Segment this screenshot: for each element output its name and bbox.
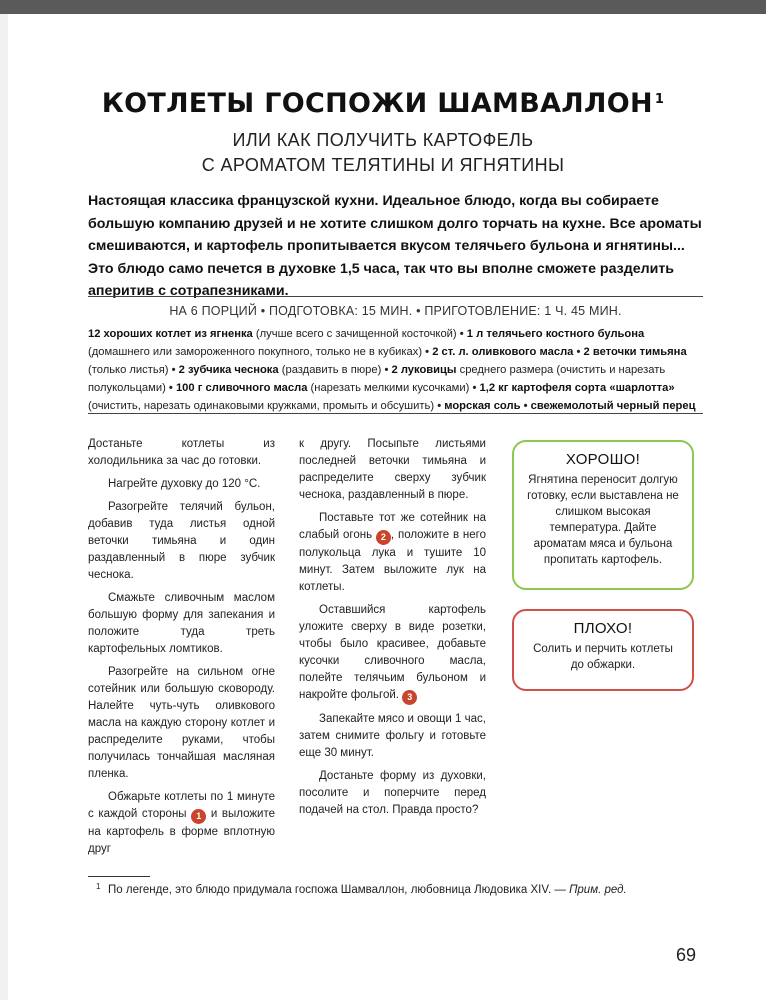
page-top-strip bbox=[0, 0, 766, 14]
ingredient-name: 12 хороших котлет из ягненка bbox=[88, 328, 253, 340]
recipe-title: КОТЛЕТЫ ГОСПОЖИ ШАМВАЛЛОН $^1$ bbox=[101, 88, 665, 119]
instruction-paragraph: Достаньте форму из духовки, посолите и поперчите перед подачей на стол. Правда просто? bbox=[299, 770, 486, 816]
ingredient-name: 1,2 кг картофеля сорта «шарлотта» bbox=[479, 382, 675, 394]
ingredient-name: 2 ст. л. оливкового масла bbox=[432, 346, 574, 358]
instructions-column-2 bbox=[299, 436, 486, 825]
instruction-paragraph: Обжарьте котлеты по 1 минуте с каждой стороны 1 и выложите на картофель в форме вплотную друг bbox=[88, 791, 275, 855]
recipe-meta: НА 6 ПОРЦИЙ • ПОДГОТОВКА: 15 МИН. • ПРИГОТОВЛЕНИЕ: 1 Ч. 45 МИН. bbox=[169, 304, 622, 318]
bad-tip-heading: ПЛОХО! bbox=[573, 620, 633, 637]
lead-paragraph: Настоящая классика французской кухни. Идеальное блюдо, когда вы собираете большую компанию друзей и не хотите слишком долго торчать на кухне. Все ароматы смешиваются, и картофель пропитывается вкусом телячьего бульона и ягнятины... Это блюдо само печется в духовке 1,5 часа, так что вы вполне сможете разделить аперитив с сотрапезниками. bbox=[88, 193, 702, 299]
ingredient-name: 1 л телячьего костного бульона bbox=[466, 328, 645, 340]
instruction-paragraph: Запекайте мясо и овощи 1 час, затем снимите фольгу и готовьте еще 30 минут. bbox=[299, 713, 486, 759]
instruction-paragraph: Достаньте котлеты из холодильника за час до готовки. bbox=[88, 438, 275, 467]
ingredient-name: 100 г сливочного масла bbox=[175, 382, 308, 394]
ingredient-name: морская соль bbox=[444, 400, 521, 412]
footnote-mark: 1 bbox=[96, 882, 101, 891]
footnote-editor-note: Прим. ред. bbox=[569, 884, 627, 896]
instruction-paragraph: Смажьте сливочным маслом большую форму для запекания и положите туда треть картофельных ломтиков. bbox=[88, 592, 275, 655]
step-marker-1: 1 bbox=[191, 809, 206, 824]
step-marker-3: 3 bbox=[402, 690, 417, 705]
subtitle-line-2: С АРОМАТОМ ТЕЛЯТИНЫ И ЯГНЯТИНЫ bbox=[201, 155, 565, 175]
instruction-paragraph: Нагрейте духовку до 120 °С. bbox=[108, 478, 261, 490]
title-footnote-mark: 1 bbox=[654, 92, 665, 107]
ingredient-name: 2 луковицы bbox=[391, 364, 457, 376]
instruction-paragraph: Разогрейте телячий бульон, добавив туда листья одной веточки тимьяна и один раздавленный в пюре зубчик чеснока. bbox=[88, 501, 275, 581]
footnote bbox=[96, 882, 708, 896]
ingredient-note: (нарезать мелкими кусочками) bbox=[310, 382, 470, 394]
ingredient-note: (раздавить в пюре) bbox=[281, 364, 382, 376]
ingredient-name: 2 зубчика чеснока bbox=[178, 364, 279, 376]
good-tip-heading: ХОРОШО! bbox=[565, 451, 641, 468]
ingredient-name: 2 веточки тимьяна bbox=[583, 346, 687, 358]
instruction-paragraph: к другу. Посыпьте листьями последней веточки тимьяна и распределите сверху зубчик чеснока, раздавленный в пюре. bbox=[299, 438, 486, 501]
subtitle-line-1: ИЛИ КАК ПОЛУЧИТЬ КАРТОФЕЛЬ bbox=[232, 130, 534, 150]
footnote-divider bbox=[88, 876, 150, 877]
bad-tip-text: Солить и перчить котлеты до обжарки. bbox=[533, 643, 673, 671]
good-tip-text: Ягнятина переносит долгую готовку, если выставлена не слишком высокая температура. Дайте ароматам мяса и бульона пропитать картофель. bbox=[527, 474, 679, 566]
ingredient-note: (очистить, нарезать одинаковыми кружками, промыть и обсушить) bbox=[88, 400, 435, 412]
ingredient-note: (лучше всего с зачищенной косточкой) bbox=[255, 328, 457, 340]
divider-top bbox=[88, 296, 703, 297]
ingredient-note: (домашнего или замороженного покупного, только не в кубиках) bbox=[88, 346, 423, 358]
ingredient-note: среднего размера (очистить и нарезать полукольцами) bbox=[88, 364, 666, 394]
instruction-paragraph: Разогрейте на сильном огне сотейник или большую сковороду. Налейте чуть-чуть оливкового масла на каждую сторону котлет и распределите руками, чтобы получилась тончайшая масляная пленка. bbox=[88, 666, 275, 780]
footnote-text: По легенде, это блюдо придумала госпожа Шамваллон, любовница Людовика XIV. — bbox=[108, 884, 570, 896]
ingredient-name: свежемолотый черный перец bbox=[530, 400, 696, 412]
step-marker-2: 2 bbox=[376, 530, 391, 545]
instructions-column-1 bbox=[88, 436, 275, 864]
ingredients-list: 12 хороших котлет из ягненка (лучше всего с зачищенной косточкой) • 1 л телячьего костного бульона (домашнего или замороженного покупного, только не в кубиках) • 2 ст. л. оливкового масла • 2 веточки тимьяна (только листья) • 2 зубчика чеснока (раздавить в пюре) • 2 луковицы среднего размера (очистить и нарезать полукольцами) • 100 г сливочного масла (нарезать мелкими кусочками) • 1,2 кг картофеля сорта «шарлотта» (очистить, нарезать одинаковыми кружками, промыть и обсушить) • морская соль • свежемолотый черный перец bbox=[88, 328, 696, 412]
good-tip-box bbox=[512, 440, 694, 590]
page-number: 69 bbox=[676, 945, 697, 965]
instruction-paragraph: Поставьте тот же сотейник на слабый огонь 2 , положите в него полукольца лука и тушите 10 минут. Затем выложите лук на котлеты. bbox=[299, 512, 486, 593]
bad-tip-box bbox=[512, 609, 694, 691]
divider-bottom bbox=[88, 413, 703, 414]
ingredient-note: (только листья) bbox=[88, 364, 169, 376]
instruction-paragraph: Оставшийся картофель уложите сверху в виде розетки, чтобы было красивее, добавьте кусочки сливочного масла, полейте телячьим бульоном и накройте фольгой. 3 bbox=[299, 602, 486, 705]
